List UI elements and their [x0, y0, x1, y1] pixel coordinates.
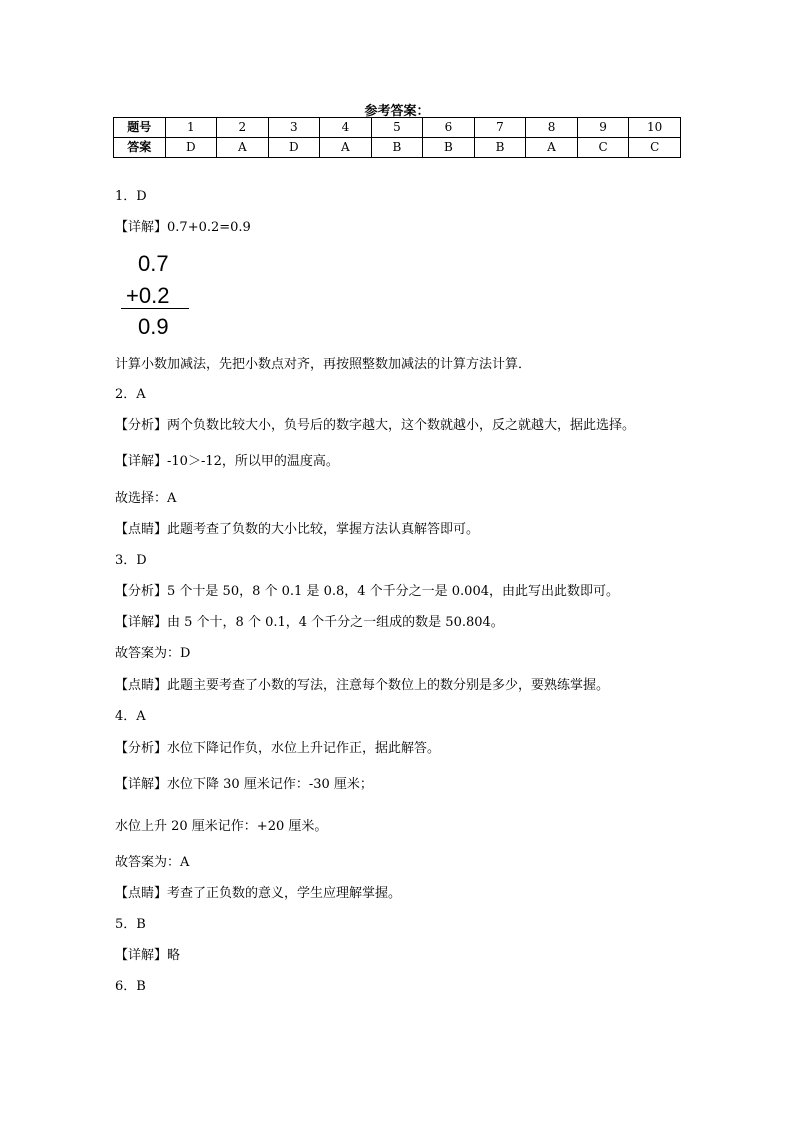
q2-comment [115, 521, 479, 539]
comment-text: 考查了正负数的意义，学生应理解掌握。 [167, 886, 402, 901]
table-cell: 7 [474, 118, 526, 138]
table-row-answers [114, 138, 681, 158]
table-cell: 9 [577, 118, 629, 138]
detail-label: 【详解】 [115, 777, 168, 792]
q2-conclusion: 故选择：A [115, 491, 177, 506]
analysis-text: 水位下降记作负，水位上升记作正，据此解答。 [167, 741, 441, 756]
vertical-result: 0.9 [138, 314, 169, 339]
detail-text: 水位下降 30 厘米记作：-30 厘米； [167, 777, 373, 792]
vertical-operand-middle: +0.2 [126, 283, 170, 308]
table-cell: 4 [320, 118, 372, 138]
detail-text: 由 5 个十，8 个 0.1，4 个千分之一组成的数是 50.804。 [167, 615, 504, 630]
vertical-operand-top: 0.7 [138, 251, 169, 276]
q4-analysis [115, 740, 440, 758]
table-header-answer: 答案 [114, 138, 166, 158]
analysis-text: 5 个十是 50，8 个 0.1 是 0.8，4 个千分之一是 0.004，由此写出此数即可。 [167, 584, 619, 599]
table-cell: 8 [526, 118, 578, 138]
vertical-rule [121, 308, 189, 309]
detail-label: 【详解】 [115, 220, 168, 235]
detail-label: 【详解】 [115, 948, 168, 963]
detail-text: -10＞-12，所以甲的温度高。 [167, 454, 339, 469]
detail-label: 【详解】 [115, 454, 168, 469]
q4-detail [115, 776, 373, 794]
analysis-text: 两个负数比较大小，负号后的数字越大，这个数就越小，反之就越大，据此选择。 [167, 418, 636, 433]
analysis-label: 【分析】 [115, 584, 168, 599]
comment-text: 此题主要考查了小数的写法，注意每个数位上的数分别是多少，要熟练掌握。 [167, 678, 610, 693]
q4-heading: 4．A [115, 709, 146, 724]
q3-detail [115, 614, 504, 632]
q5-detail [115, 947, 180, 965]
q5-heading: 5．B [115, 917, 146, 932]
detail-text: 略 [167, 948, 181, 963]
table-cell: B [371, 138, 423, 158]
q3-heading: 3．D [115, 553, 147, 568]
table-cell: C [577, 138, 629, 158]
q1-heading: 1．D [115, 189, 147, 204]
table-cell: 2 [217, 118, 269, 138]
comment-text: 此题考查了负数的大小比较，掌握方法认真解答即可。 [167, 522, 480, 537]
table-cell: B [423, 138, 475, 158]
table-cell: 5 [371, 118, 423, 138]
table-row-numbers [114, 118, 681, 138]
table-header-number: 题号 [114, 118, 166, 138]
q4-conclusion: 故答案为：A [115, 855, 190, 870]
table-cell: A [320, 138, 372, 158]
answer-table [113, 117, 681, 158]
table-cell: C [629, 138, 681, 158]
table-cell: D [268, 138, 320, 158]
table-cell: 3 [268, 118, 320, 138]
detail-label: 【详解】 [115, 615, 168, 630]
table-cell: A [217, 138, 269, 158]
table-cell: 1 [165, 118, 217, 138]
comment-label: 【点睛】 [115, 522, 168, 537]
q2-detail [115, 453, 339, 471]
q3-comment [115, 677, 609, 695]
table-cell: B [474, 138, 526, 158]
table-cell: 6 [423, 118, 475, 138]
analysis-label: 【分析】 [115, 741, 168, 756]
q6-heading: 6．B [115, 979, 146, 994]
q4-comment [115, 885, 401, 903]
q4-detail-2: 水位上升 20 厘米记作：+20 厘米。 [115, 819, 328, 834]
comment-label: 【点睛】 [115, 886, 168, 901]
analysis-label: 【分析】 [115, 418, 168, 433]
detail-text: 0.7+0.2=0.9 [167, 220, 251, 235]
table-cell: A [526, 138, 578, 158]
q3-analysis [115, 583, 619, 601]
q3-conclusion: 故答案为：D [115, 646, 191, 661]
table-cell: D [165, 138, 217, 158]
comment-label: 【点睛】 [115, 678, 168, 693]
q2-heading: 2．A [115, 387, 146, 402]
answer-title: 参考答案： [364, 104, 430, 119]
q2-analysis [115, 417, 635, 435]
q1-detail [115, 219, 251, 237]
table-cell: 10 [629, 118, 681, 138]
q1-note: 计算小数加减法，先把小数点对齐，再按照整数加减法的计算方法计算． [115, 357, 532, 372]
